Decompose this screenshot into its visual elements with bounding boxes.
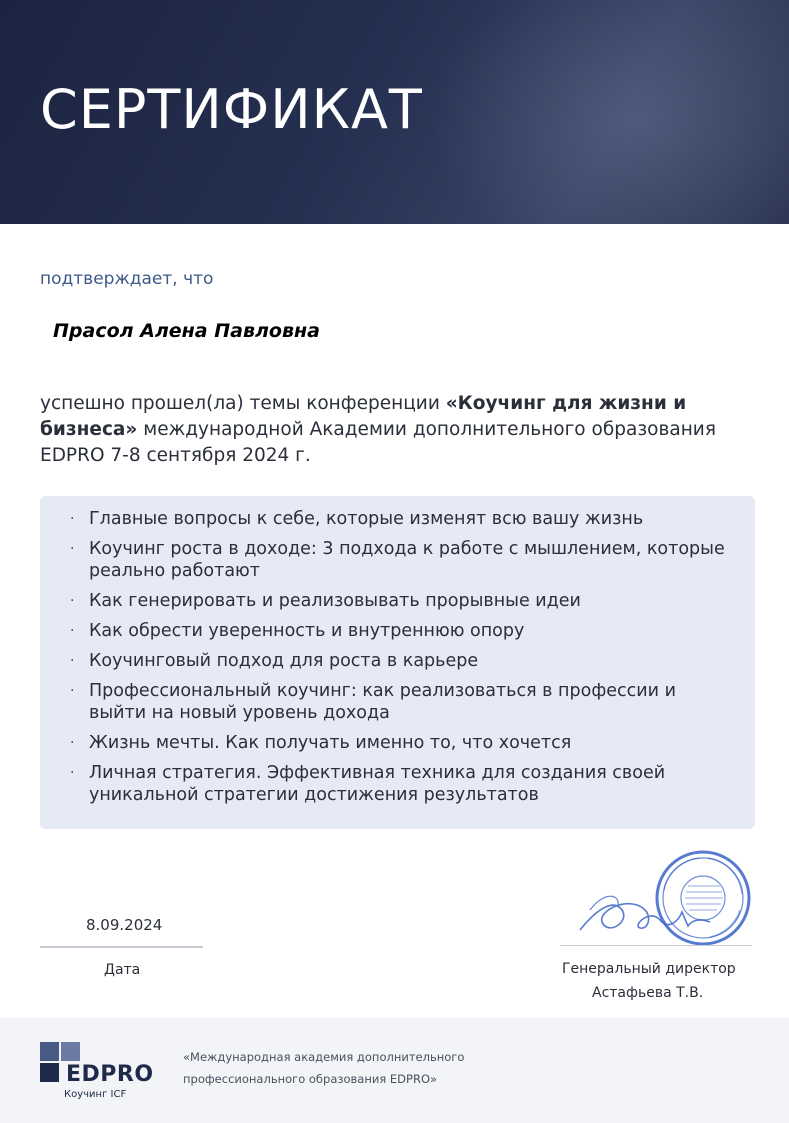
logo-text: EDPRO — [66, 1062, 154, 1087]
intro-before: успешно прошел(ла) темы конференции — [40, 393, 446, 414]
recipient-name: Прасол Алена Павловна — [53, 320, 320, 342]
bullet-icon: · — [70, 683, 75, 699]
date-underline — [40, 946, 203, 948]
topic-item: · Жизнь мечты. Как получать именно то, что хочется — [70, 733, 572, 753]
bullet-icon: · — [70, 735, 75, 751]
certificate-title: СЕРТИФИКАТ — [40, 78, 423, 141]
intro-paragraph — [40, 391, 730, 469]
director-role: Генеральный директор — [562, 961, 736, 977]
bullet-icon: · — [70, 653, 75, 669]
topic-item: · Личная стратегия. Эффективная техника для создания своей уникальной стратегии достижения результатов — [70, 763, 666, 805]
issue-date: 8.09.2024 — [86, 916, 163, 934]
signature-icon — [580, 904, 710, 930]
organization-name: «Международная академия дополнительного профессионального образования EDPRO» — [183, 1050, 465, 1086]
logo-subtitle: Коучинг ICF — [64, 1089, 127, 1100]
intro-after: международной Академии дополнительного образования EDPRO 7-8 сентября 2024 г. — [40, 419, 716, 466]
bullet-icon: · — [70, 541, 75, 557]
bullet-icon: · — [70, 765, 75, 781]
conference-name: «Коучинг для жизни и бизнеса» — [40, 393, 687, 440]
topic-item: · Коучинг роста в доходе: 3 подхода к работе с мышлением, которые реально работают — [70, 539, 725, 581]
bullet-icon: · — [70, 623, 75, 639]
topic-item: · Главные вопросы к себе, которые изменят всю вашу жизнь — [70, 509, 644, 529]
topics-panel — [40, 496, 755, 829]
topic-item: · Как обрести уверенность и внутреннюю опору — [70, 621, 525, 641]
topic-item: · Коучинговый подход для роста в карьере — [70, 651, 479, 671]
signature-line — [560, 945, 752, 946]
seal-stamp-icon — [560, 850, 760, 950]
director-name: Астафьева Т.В. — [592, 985, 704, 1001]
certificate-header — [0, 0, 789, 224]
topic-item: · Как генерировать и реализовывать прорывные идеи — [70, 591, 581, 611]
bullet-icon: · — [70, 593, 75, 609]
topics-list — [70, 508, 735, 806]
header-glow — [430, 0, 789, 224]
date-label: Дата — [104, 962, 141, 978]
confirms-text: подтверждает, что — [40, 269, 214, 289]
bullet-icon: · — [70, 511, 75, 527]
topic-item: · Профессиональный коучинг: как реализоваться в профессии и выйти на новый уровень дохода — [70, 681, 676, 723]
